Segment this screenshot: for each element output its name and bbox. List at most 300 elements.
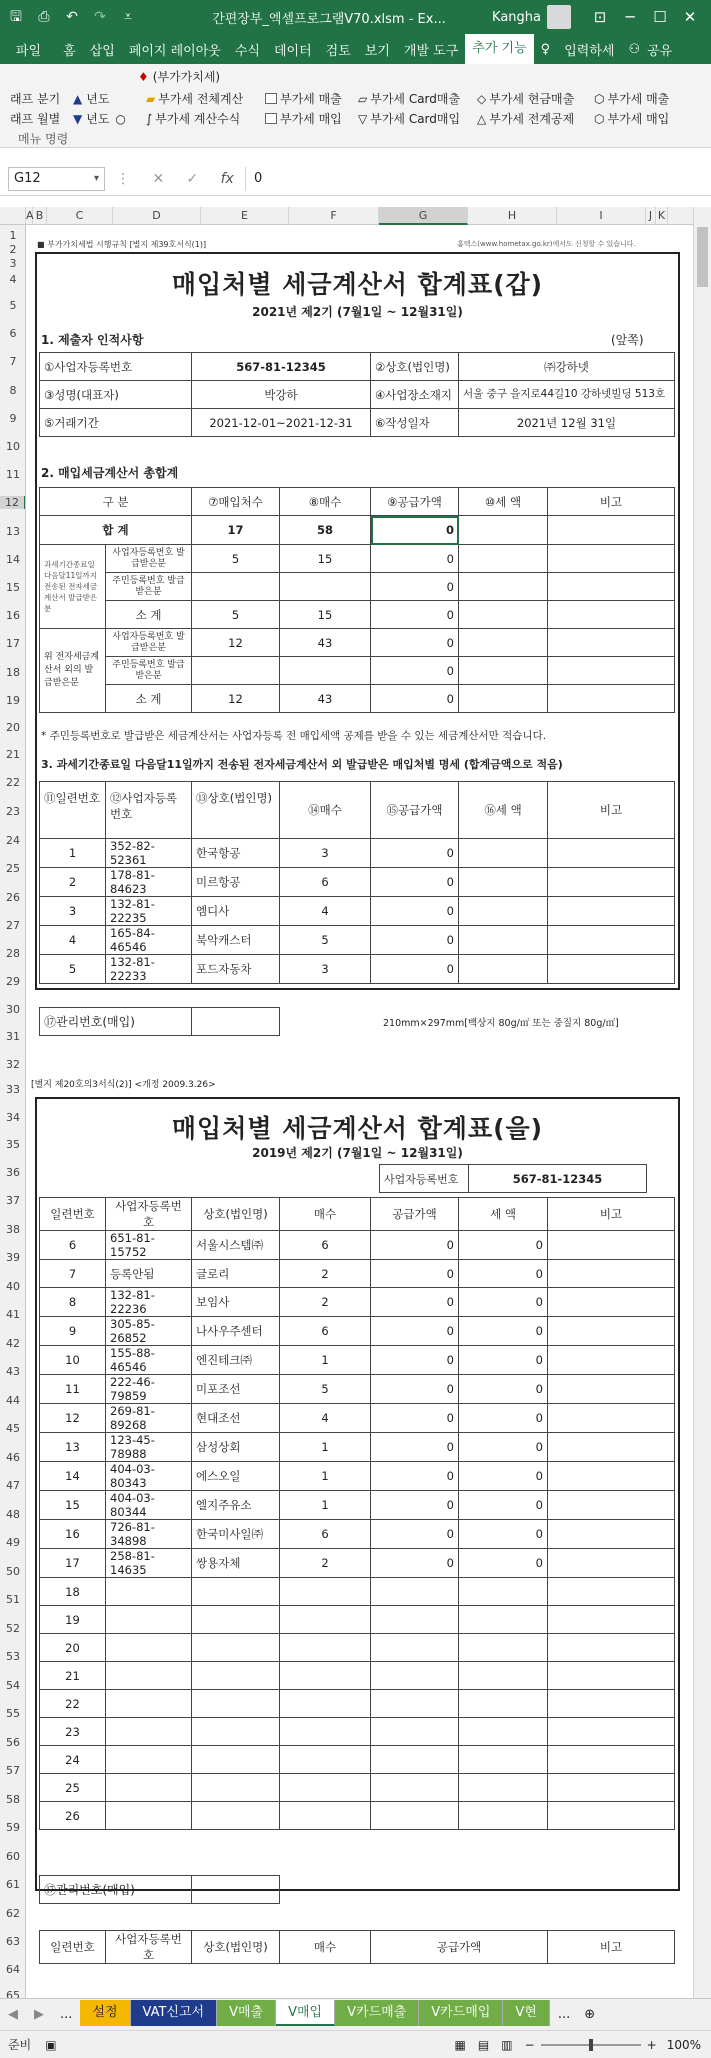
- detail-cell[interactable]: 16: [40, 1520, 106, 1549]
- detail-cell[interactable]: 7: [40, 1260, 106, 1288]
- detail-cell[interactable]: 17: [40, 1549, 106, 1578]
- row-header[interactable]: 46: [6, 1451, 20, 1464]
- minimize-icon[interactable]: ─: [625, 8, 635, 26]
- detail-cell[interactable]: 404-03-80344: [106, 1491, 192, 1520]
- detail-cell[interactable]: 0: [459, 1520, 548, 1549]
- detail-cell[interactable]: 305-85-26852: [106, 1317, 192, 1346]
- detail-cell[interactable]: 6: [40, 1231, 106, 1260]
- detail-cell[interactable]: 0: [371, 1231, 459, 1260]
- detail-cell[interactable]: [548, 1346, 675, 1375]
- row-header[interactable]: 53: [6, 1650, 20, 1663]
- row-header[interactable]: 2: [9, 243, 17, 256]
- detail-cell[interactable]: 132-81-22233: [106, 955, 192, 984]
- detail-cell[interactable]: 포드자동차: [192, 955, 280, 984]
- detail-cell[interactable]: 0: [459, 1433, 548, 1462]
- detail-cell[interactable]: 4: [280, 897, 371, 926]
- sheet-tab[interactable]: V카드매입: [419, 2000, 503, 2026]
- more-icon[interactable]: ⋮: [116, 170, 131, 187]
- detail-cell[interactable]: 6: [280, 868, 371, 897]
- detail-cell[interactable]: [192, 1746, 280, 1774]
- formula-input[interactable]: 0: [245, 167, 711, 191]
- row-header[interactable]: 62: [6, 1907, 20, 1920]
- vat-all-calc-button[interactable]: ▰ 부가세 전체계산: [146, 91, 244, 106]
- detail-cell[interactable]: 20: [40, 1634, 106, 1662]
- row-header[interactable]: 13: [6, 525, 20, 538]
- detail-cell[interactable]: 5: [280, 926, 371, 955]
- g1-resi-sheets[interactable]: [280, 573, 371, 601]
- detail-cell[interactable]: [548, 897, 675, 926]
- g2-biz-sheets[interactable]: 43: [280, 629, 371, 657]
- detail-cell[interactable]: [548, 868, 675, 897]
- detail-cell[interactable]: 726-81-34898: [106, 1520, 192, 1549]
- row-header[interactable]: 3: [9, 257, 17, 270]
- page-break-view-icon[interactable]: ▥: [501, 2037, 513, 2052]
- vat-sales2-button[interactable]: ⬡ 부가세 매출: [594, 91, 670, 106]
- next-sheet-icon[interactable]: ▶: [34, 2007, 44, 2022]
- row-header[interactable]: 23: [6, 805, 20, 818]
- cancel-icon[interactable]: ✕: [152, 170, 165, 187]
- row-header[interactable]: 50: [6, 1565, 20, 1578]
- detail-cell[interactable]: [548, 955, 675, 984]
- row-header[interactable]: 59: [6, 1821, 20, 1834]
- row-header[interactable]: 37: [6, 1194, 20, 1207]
- select-all-corner[interactable]: [0, 207, 26, 225]
- print-preview-icon[interactable]: ⎙: [38, 9, 50, 25]
- detail-cell[interactable]: 0: [459, 1346, 548, 1375]
- detail-cell[interactable]: [280, 1578, 371, 1606]
- tab-data[interactable]: 데이터: [273, 43, 312, 59]
- tab-view[interactable]: 보기: [364, 43, 390, 59]
- detail-cell[interactable]: 등록안됨: [106, 1260, 192, 1288]
- detail-cell[interactable]: 1: [280, 1462, 371, 1491]
- row-header[interactable]: 8: [9, 384, 17, 397]
- user-name[interactable]: Kangha: [492, 9, 541, 25]
- row-header[interactable]: 61: [6, 1878, 20, 1891]
- detail-cell[interactable]: [192, 1634, 280, 1662]
- vat-purchase-button[interactable]: 부가세 매입: [265, 110, 342, 127]
- detail-cell[interactable]: 269-81-89268: [106, 1404, 192, 1433]
- detail-cell[interactable]: 165-84-46546: [106, 926, 192, 955]
- detail-cell[interactable]: 0: [459, 1491, 548, 1520]
- detail-cell[interactable]: [371, 1634, 459, 1662]
- detail-cell[interactable]: 0: [371, 1260, 459, 1288]
- row-header[interactable]: 16: [6, 609, 20, 622]
- detail-cell[interactable]: [459, 926, 548, 955]
- row-header[interactable]: 40: [6, 1280, 20, 1293]
- detail-cell[interactable]: [548, 1774, 675, 1802]
- detail-cell[interactable]: 25: [40, 1774, 106, 1802]
- vat-sales-button[interactable]: 부가세 매출: [265, 90, 342, 107]
- row-header[interactable]: 41: [6, 1308, 20, 1321]
- row-header[interactable]: 26: [6, 891, 20, 904]
- detail-cell[interactable]: [548, 1491, 675, 1520]
- detail-cell[interactable]: 10: [40, 1346, 106, 1375]
- detail-cell[interactable]: [106, 1634, 192, 1662]
- col-header-d[interactable]: D: [113, 207, 201, 225]
- row-header[interactable]: 12: [0, 496, 26, 509]
- more-sheets-right-icon[interactable]: ...: [557, 2007, 571, 2022]
- detail-cell[interactable]: [548, 1433, 675, 1462]
- row-header[interactable]: 52: [6, 1622, 20, 1635]
- detail-cell[interactable]: 352-82-52361: [106, 839, 192, 868]
- detail-cell[interactable]: 0: [371, 1288, 459, 1317]
- row-header[interactable]: 60: [6, 1850, 20, 1863]
- detail-cell[interactable]: 에스오일: [192, 1462, 280, 1491]
- sheet-tab[interactable]: 설정: [80, 2000, 130, 2026]
- g2-sub-supply[interactable]: 0: [371, 685, 459, 713]
- detail-cell[interactable]: [548, 1690, 675, 1718]
- tab-insert[interactable]: 삽입: [89, 43, 115, 59]
- total-sheets[interactable]: 58: [280, 516, 371, 545]
- detail-cell[interactable]: 0: [371, 1375, 459, 1404]
- detail-cell[interactable]: 쌍용자체: [192, 1549, 280, 1578]
- g1-sub-sheets[interactable]: 15: [280, 601, 371, 629]
- more-sheets-icon[interactable]: ...: [60, 2007, 73, 2022]
- total-tax[interactable]: [459, 516, 548, 545]
- tab-review[interactable]: 검토: [325, 43, 351, 59]
- maximize-icon[interactable]: ☐: [653, 8, 667, 26]
- detail-cell[interactable]: 404-03-80343: [106, 1462, 192, 1491]
- detail-cell[interactable]: 0: [371, 1462, 459, 1491]
- value-company[interactable]: ㈜강하넷: [459, 353, 675, 381]
- row-header[interactable]: 36: [6, 1166, 20, 1179]
- col-header-c[interactable]: C: [47, 207, 113, 225]
- detail-cell[interactable]: 1: [280, 1491, 371, 1520]
- detail-cell[interactable]: 0: [459, 1288, 548, 1317]
- detail-cell[interactable]: 14: [40, 1462, 106, 1491]
- detail-cell[interactable]: [459, 1690, 548, 1718]
- value-regno[interactable]: 567-81-12345: [192, 353, 371, 381]
- g2-biz-supply[interactable]: 0: [371, 629, 459, 657]
- tab-developer[interactable]: 개발 도구: [403, 43, 459, 59]
- row-header[interactable]: 18: [6, 666, 20, 679]
- detail-cell[interactable]: 0: [371, 926, 459, 955]
- row-header[interactable]: 47: [6, 1479, 20, 1492]
- detail-cell[interactable]: [459, 1774, 548, 1802]
- detail-cell[interactable]: [371, 1718, 459, 1746]
- detail-cell[interactable]: 0: [371, 1346, 459, 1375]
- value-date[interactable]: 2021년 12월 31일: [459, 409, 675, 437]
- row-header[interactable]: 7: [9, 355, 17, 368]
- vat-formula-button[interactable]: ∫ 부가세 계산수식: [146, 111, 241, 126]
- col-header-f[interactable]: F: [289, 207, 379, 225]
- detail-cell[interactable]: 미르항공: [192, 868, 280, 897]
- col-header-g[interactable]: G: [379, 207, 468, 225]
- col-header-e[interactable]: E: [201, 207, 289, 225]
- row-header[interactable]: 63: [6, 1935, 20, 1948]
- row-header[interactable]: 14: [6, 553, 20, 566]
- vat-e-deduction-button[interactable]: △ 부가세 전계공제: [477, 111, 575, 126]
- detail-cell[interactable]: [106, 1718, 192, 1746]
- detail-cell[interactable]: 한국항공: [192, 839, 280, 868]
- g1-biz-sheets[interactable]: 15: [280, 545, 371, 573]
- zoom-in-icon[interactable]: +: [646, 2037, 657, 2052]
- row-header[interactable]: 17: [6, 637, 20, 650]
- row-header[interactable]: 35: [6, 1138, 20, 1151]
- g1-sub-vendors[interactable]: 5: [192, 601, 280, 629]
- detail-cell[interactable]: [459, 1606, 548, 1634]
- zoom-level[interactable]: 100%: [666, 2037, 701, 2052]
- g2-resi-supply[interactable]: 0: [371, 657, 459, 685]
- detail-cell[interactable]: 2: [280, 1549, 371, 1578]
- row-header[interactable]: 51: [6, 1593, 20, 1606]
- detail-cell[interactable]: [459, 1746, 548, 1774]
- g1-resi-vendors[interactable]: [192, 573, 280, 601]
- scroll-thumb[interactable]: [697, 227, 708, 287]
- row-header[interactable]: 43: [6, 1365, 20, 1378]
- row-header[interactable]: 25: [6, 862, 20, 875]
- detail-cell[interactable]: 한국미사일㈜: [192, 1520, 280, 1549]
- detail-cell[interactable]: [548, 1520, 675, 1549]
- detail-cell[interactable]: [106, 1774, 192, 1802]
- ribbon-display-icon[interactable]: ⊡: [593, 8, 607, 26]
- fx-icon[interactable]: fx: [220, 170, 234, 187]
- row-header[interactable]: 6: [9, 327, 17, 340]
- detail-cell[interactable]: 178-81-84623: [106, 868, 192, 897]
- g1-biz-vendors[interactable]: 5: [192, 545, 280, 573]
- detail-cell[interactable]: 22: [40, 1690, 106, 1718]
- detail-cell[interactable]: 0: [459, 1317, 548, 1346]
- detail-cell[interactable]: 19: [40, 1606, 106, 1634]
- detail-cell[interactable]: [548, 1317, 675, 1346]
- macro-record-icon[interactable]: ▣: [45, 2037, 57, 2052]
- detail-cell[interactable]: 1: [40, 839, 106, 868]
- detail-cell[interactable]: 0: [371, 1433, 459, 1462]
- row-header[interactable]: 5: [9, 299, 17, 312]
- detail-cell[interactable]: 6: [280, 1317, 371, 1346]
- row-header[interactable]: 4: [9, 273, 17, 286]
- detail-cell[interactable]: 현대조선: [192, 1404, 280, 1433]
- detail-cell[interactable]: [280, 1802, 371, 1830]
- detail-cell[interactable]: 6: [280, 1520, 371, 1549]
- vat-card-purchase-button[interactable]: ▽ 부가세 Card매입: [358, 111, 461, 126]
- g1-resi-supply[interactable]: 0: [371, 573, 459, 601]
- detail-cell[interactable]: 8: [40, 1288, 106, 1317]
- row-header[interactable]: 55: [6, 1707, 20, 1720]
- g2-sub-sheets[interactable]: 43: [280, 685, 371, 713]
- detail-cell[interactable]: [548, 1375, 675, 1404]
- detail-cell[interactable]: 15: [40, 1491, 106, 1520]
- detail-cell[interactable]: 258-81-14635: [106, 1549, 192, 1578]
- detail-cell[interactable]: 0: [371, 839, 459, 868]
- detail-cell[interactable]: 132-81-22236: [106, 1288, 192, 1317]
- row-header[interactable]: 65: [6, 1989, 20, 1998]
- sheet-tab[interactable]: V매입: [276, 2000, 335, 2026]
- g2-biz-vendors[interactable]: 12: [192, 629, 280, 657]
- detail-cell[interactable]: [192, 1718, 280, 1746]
- detail-cell[interactable]: 2: [40, 868, 106, 897]
- detail-cell[interactable]: 222-46-79859: [106, 1375, 192, 1404]
- year-up-button[interactable]: ▲ 년도: [73, 91, 110, 106]
- row-header[interactable]: 10: [6, 440, 20, 453]
- g2-resi-vendors[interactable]: [192, 657, 280, 685]
- detail-cell[interactable]: 북악캐스터: [192, 926, 280, 955]
- detail-cell[interactable]: [371, 1662, 459, 1690]
- detail-cell[interactable]: [106, 1578, 192, 1606]
- detail-cell[interactable]: 0: [459, 1462, 548, 1491]
- detail-cell[interactable]: [280, 1718, 371, 1746]
- col-header-h[interactable]: H: [468, 207, 557, 225]
- avatar[interactable]: [547, 5, 571, 29]
- detail-cell[interactable]: [459, 1802, 548, 1830]
- col-header-k[interactable]: K: [656, 207, 668, 225]
- detail-cell[interactable]: 123-45-78988: [106, 1433, 192, 1462]
- row-header[interactable]: 34: [6, 1111, 20, 1124]
- detail-cell[interactable]: 23: [40, 1718, 106, 1746]
- sheet-tab[interactable]: V현: [503, 2000, 549, 2026]
- detail-cell[interactable]: [548, 1718, 675, 1746]
- row-header[interactable]: 24: [6, 834, 20, 847]
- prev-sheet-icon[interactable]: ◀: [8, 2007, 18, 2022]
- detail-cell[interactable]: [371, 1774, 459, 1802]
- row-header[interactable]: 27: [6, 919, 20, 932]
- value-address[interactable]: 서울 중구 을지로44길10 강하넷빌딩 513호: [459, 381, 675, 409]
- row-header[interactable]: 48: [6, 1508, 20, 1521]
- detail-cell[interactable]: 서울시스템㈜: [192, 1231, 280, 1260]
- detail-cell[interactable]: 3: [40, 897, 106, 926]
- detail-cell[interactable]: [106, 1802, 192, 1830]
- detail-cell[interactable]: [192, 1774, 280, 1802]
- detail-cell[interactable]: 26: [40, 1802, 106, 1830]
- form2-regno-value[interactable]: 567-81-12345: [469, 1165, 647, 1193]
- row-header[interactable]: 33: [6, 1083, 20, 1096]
- detail-cell[interactable]: [280, 1634, 371, 1662]
- detail-cell[interactable]: 21: [40, 1662, 106, 1690]
- row-header[interactable]: 45: [6, 1422, 20, 1435]
- detail-cell[interactable]: 4: [40, 926, 106, 955]
- quick-access-dropdown-icon[interactable]: ⩡: [124, 9, 132, 25]
- sheet-tab[interactable]: VAT신고서: [131, 2000, 218, 2026]
- detail-cell[interactable]: [106, 1606, 192, 1634]
- detail-cell[interactable]: 5: [40, 955, 106, 984]
- row-header[interactable]: 42: [6, 1337, 20, 1350]
- total-supply-selected[interactable]: 0: [371, 516, 459, 545]
- value-period[interactable]: 2021-12-01~2021-12-31: [192, 409, 371, 437]
- detail-cell[interactable]: [371, 1690, 459, 1718]
- vat-card-sales-button[interactable]: ▱ 부가세 Card매출: [358, 91, 461, 106]
- tell-me-input[interactable]: 입력하세: [564, 43, 615, 59]
- detail-cell[interactable]: 132-81-22235: [106, 897, 192, 926]
- detail-cell[interactable]: [192, 1606, 280, 1634]
- detail-cell[interactable]: 0: [459, 1231, 548, 1260]
- row-header[interactable]: 58: [6, 1793, 20, 1806]
- tab-home[interactable]: 홈: [63, 43, 76, 59]
- detail-cell[interactable]: 2: [280, 1288, 371, 1317]
- tab-page-layout[interactable]: 페이지 레이아웃: [128, 43, 221, 59]
- row-header[interactable]: 31: [6, 1030, 20, 1043]
- detail-cell[interactable]: 0: [371, 1317, 459, 1346]
- detail-cell[interactable]: 엘지주유소: [192, 1491, 280, 1520]
- row-header[interactable]: 28: [6, 947, 20, 960]
- name-box[interactable]: G12 ▾: [8, 167, 105, 191]
- detail-cell[interactable]: [548, 1260, 675, 1288]
- detail-cell[interactable]: [548, 839, 675, 868]
- detail-cell[interactable]: 0: [459, 1375, 548, 1404]
- detail-cell[interactable]: [280, 1774, 371, 1802]
- detail-cell[interactable]: 0: [371, 897, 459, 926]
- detail-cell[interactable]: 6: [280, 1231, 371, 1260]
- detail-cell[interactable]: [459, 897, 548, 926]
- detail-cell[interactable]: 11: [40, 1375, 106, 1404]
- col-header-j[interactable]: J: [646, 207, 656, 225]
- detail-cell[interactable]: [459, 955, 548, 984]
- detail-cell[interactable]: [192, 1578, 280, 1606]
- share-button[interactable]: 공유: [647, 43, 673, 59]
- row-header[interactable]: 54: [6, 1679, 20, 1692]
- row-header[interactable]: 1: [9, 229, 17, 242]
- detail-cell[interactable]: [548, 1802, 675, 1830]
- detail-cell[interactable]: 0: [371, 1491, 459, 1520]
- detail-cell[interactable]: [280, 1662, 371, 1690]
- detail-cell[interactable]: [459, 1634, 548, 1662]
- normal-view-icon[interactable]: ▦: [454, 2037, 466, 2052]
- detail-cell[interactable]: [192, 1690, 280, 1718]
- detail-cell[interactable]: [548, 1746, 675, 1774]
- detail-cell[interactable]: [280, 1606, 371, 1634]
- detail-cell[interactable]: [280, 1690, 371, 1718]
- row-header[interactable]: 11: [6, 468, 20, 481]
- detail-cell[interactable]: [459, 868, 548, 897]
- detail-cell[interactable]: 5: [280, 1375, 371, 1404]
- detail-cell[interactable]: [548, 1462, 675, 1491]
- row-header[interactable]: 9: [9, 412, 17, 425]
- detail-cell[interactable]: [459, 1718, 548, 1746]
- detail-cell[interactable]: 4: [280, 1404, 371, 1433]
- detail-cell[interactable]: 보임사: [192, 1288, 280, 1317]
- row-header[interactable]: 39: [6, 1251, 20, 1264]
- detail-cell[interactable]: [548, 1578, 675, 1606]
- row-header[interactable]: 64: [6, 1963, 20, 1976]
- redo-icon[interactable]: ↷: [94, 9, 106, 25]
- detail-cell[interactable]: 0: [371, 1549, 459, 1578]
- vat-cash-sales-button[interactable]: ◇ 부가세 현금매출: [477, 91, 575, 106]
- total-remark[interactable]: [548, 516, 675, 545]
- mgmt-value[interactable]: [192, 1008, 280, 1036]
- form2-mgmt-value[interactable]: [192, 1876, 280, 1904]
- detail-cell[interactable]: [106, 1690, 192, 1718]
- detail-cell[interactable]: [280, 1746, 371, 1774]
- detail-cell[interactable]: [548, 1288, 675, 1317]
- g2-resi-sheets[interactable]: [280, 657, 371, 685]
- row-header[interactable]: 57: [6, 1764, 20, 1777]
- detail-cell[interactable]: 0: [371, 1404, 459, 1433]
- vat-purchase2-button[interactable]: ⬡ 부가세 매입: [594, 111, 670, 126]
- detail-cell[interactable]: [548, 1231, 675, 1260]
- detail-cell[interactable]: 1: [280, 1346, 371, 1375]
- g2-sub-vendors[interactable]: 12: [192, 685, 280, 713]
- tab-add-ins[interactable]: 추가 기능: [465, 34, 533, 64]
- sheet-tab[interactable]: V카드매출: [335, 2000, 419, 2026]
- detail-cell[interactable]: [548, 1634, 675, 1662]
- detail-cell[interactable]: [548, 1662, 675, 1690]
- detail-cell[interactable]: 9: [40, 1317, 106, 1346]
- detail-cell[interactable]: 엠디사: [192, 897, 280, 926]
- year-down-button[interactable]: ▼ 년도 ○: [73, 111, 126, 126]
- detail-cell[interactable]: 0: [459, 1404, 548, 1433]
- detail-cell[interactable]: 삼성상회: [192, 1433, 280, 1462]
- g1-sub-supply[interactable]: 0: [371, 601, 459, 629]
- detail-cell[interactable]: 0: [371, 1520, 459, 1549]
- row-header[interactable]: 21: [6, 748, 20, 761]
- row-header[interactable]: 32: [6, 1058, 20, 1071]
- detail-cell[interactable]: 13: [40, 1433, 106, 1462]
- detail-cell[interactable]: 18: [40, 1578, 106, 1606]
- detail-cell[interactable]: 651-81-15752: [106, 1231, 192, 1260]
- detail-cell[interactable]: 0: [459, 1549, 548, 1578]
- detail-cell[interactable]: [548, 1404, 675, 1433]
- detail-cell[interactable]: [192, 1802, 280, 1830]
- detail-cell[interactable]: [371, 1746, 459, 1774]
